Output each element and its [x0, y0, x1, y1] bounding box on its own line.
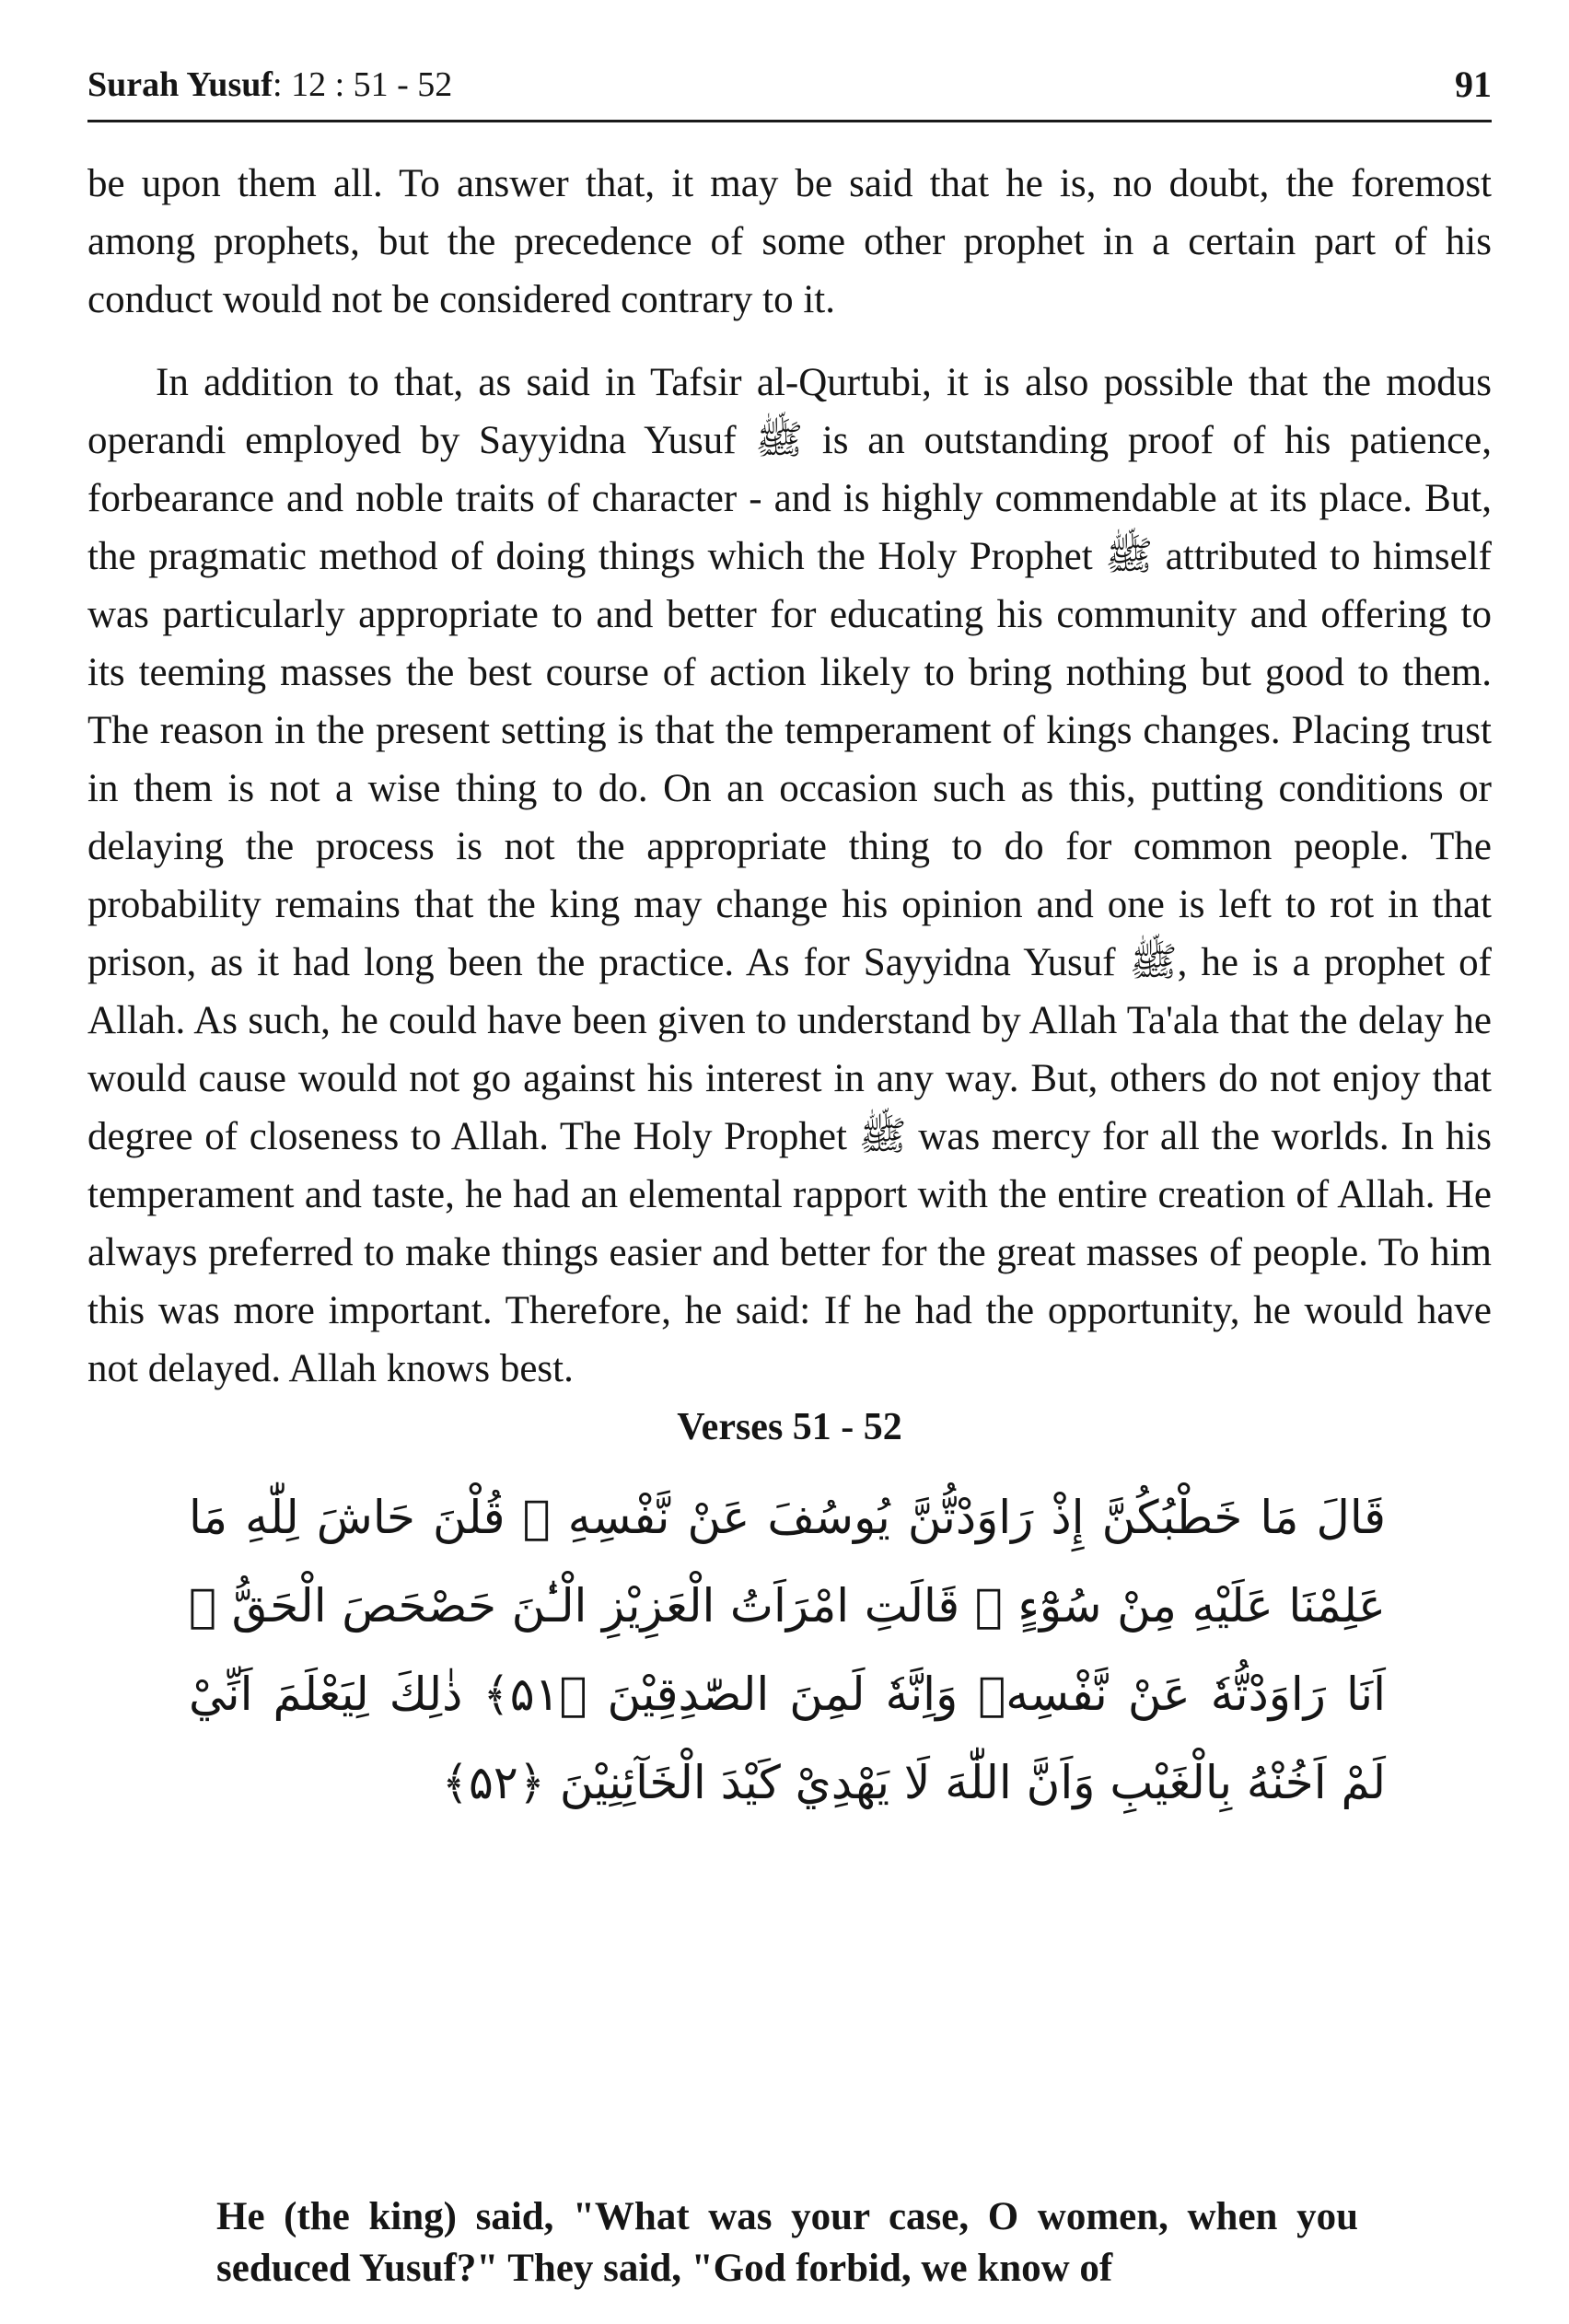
page-number: 91	[1455, 64, 1492, 105]
header-rule	[87, 120, 1492, 122]
running-title	[87, 57, 452, 112]
paragraph-1: be upon them all. To answer that, it may be said that he is, no doubt, the foremost among prophets, but the precedence of some other prophet in a certain part of his conduct would not be considered contrary to it.	[87, 162, 1492, 321]
section-heading: Verses 51 - 52	[677, 1406, 902, 1448]
verse-translation: He (the king) said, "What was your case, O women, when you seduced Yusuf?" They said, "God forbid, we know of	[216, 2195, 1358, 2290]
verse-reference: : 12 : 51 - 52	[273, 65, 453, 104]
surah-name: Surah Yusuf	[87, 65, 273, 104]
arabic-verses: قَالَ مَا خَطْبُكُنَّ إِذْ رَاوَدْتُّنَّ يُوسُفَ عَنْ نَّفْسِهِ ۚ قُلْنَ حَاشَ لِلّٰهِ مَا عَلِمْنَا عَلَيْهِ مِنْ سُوْٓءٍ ۚ قَالَتِ امْرَاَتُ الْعَزِيْزِ الْـٰٔنَ حَصْحَصَ الْحَقُّ ۫ اَنَا رَاوَدْتُّهٗ عَنْ نَّفْسِهٖ وَاِنَّهٗ لَمِنَ الصّٰدِقِيْنَ ﴿۵۱﴾ ذٰلِكَ لِيَعْلَمَ اَنِّيْ لَمْ اَخُنْهُ بِالْغَيْبِ وَاَنَّ اللّٰهَ لَا يَهْدِيْ كَيْدَ الْخَآئِنِيْنَ ﴿۵۲﴾	[189, 1491, 1386, 1809]
paragraph-2: In addition to that, as said in Tafsir al-Qurtubi, it is also possible that the modus operandi employed by Sayyidna Yusuf ﷺ is an outstanding proof of his patience, forbearance and noble traits of character - and is highly commendable at its place. But, the pragmatic method of doing things which the Holy Prophet ﷺ attributed to himself was particularly appropriate to and better for educating his community and offering to its teeming masses the best course of action likely to bring nothing but good to them. The reason in the present setting is that the temperament of kings changes. Placing trust in them is not a wise thing to do. On an occasion such as this, putting conditions or delaying the process is not the appropriate thing to do for common people. The probability remains that the king may change his opinion and one is left to rot in that prison, as it had long been the practice. As for Sayyidna Yusuf ﷺ, he is a prophet of Allah. As such, he could have been given to understand by Allah Ta'ala that the delay he would cause would not go against his interest in any way. But, others do not enjoy that degree of closeness to Allah. The Holy Prophet ﷺ was mercy for all the worlds. In his temperament and taste, he had an elemental rapport with the entire creation of Allah. He always preferred to make things easier and better for the great masses of people. To him this was more important. Therefore, he said: If he had the opportunity, he would have not delayed. Allah knows best.	[87, 361, 1492, 1390]
page-header	[87, 57, 1492, 112]
